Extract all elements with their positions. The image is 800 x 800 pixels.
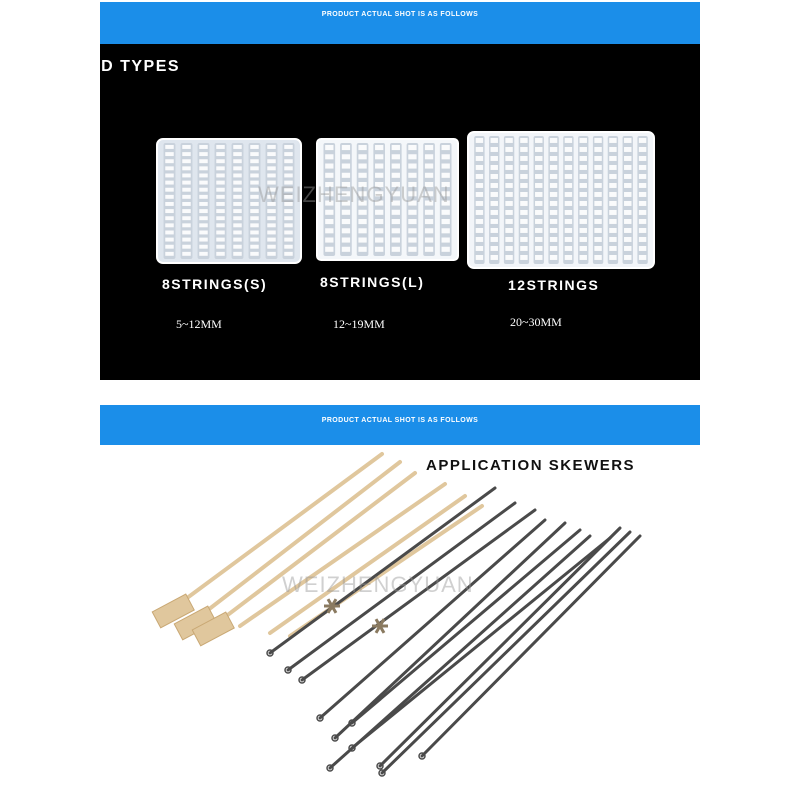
top-banner: [100, 2, 700, 44]
mould-size-12strings: 20~30MM: [510, 315, 562, 329]
mould-name-12strings: 12STRINGS: [508, 277, 600, 293]
mould-image-12strings: [466, 130, 656, 270]
mould-name-8strings-l: 8STRINGS(L): [320, 274, 425, 290]
application-skewers-title: APPLICATION SKEWERS: [426, 457, 636, 474]
mould-size-8strings-l: 12~19MM: [333, 317, 385, 331]
top-banner-text: PRODUCT ACTUAL SHOT IS AS FOLLOWS: [321, 11, 479, 18]
mould-size-8strings-s: 5~12MM: [176, 317, 222, 331]
bottom-watermark: WEIZHENGYUAN: [282, 572, 474, 597]
mould-name-8strings-s: 8STRINGS(S): [162, 276, 268, 292]
skewers-image: [120, 448, 680, 788]
top-watermark: WEIZHENGYUAN: [258, 182, 450, 207]
bottom-banner-text: PRODUCT ACTUAL SHOT IS AS FOLLOWS: [321, 417, 479, 424]
mould-types-title: MOULD TYPES: [48, 58, 181, 75]
bottom-banner: [100, 405, 700, 445]
application-skewers-panel: [100, 405, 700, 445]
